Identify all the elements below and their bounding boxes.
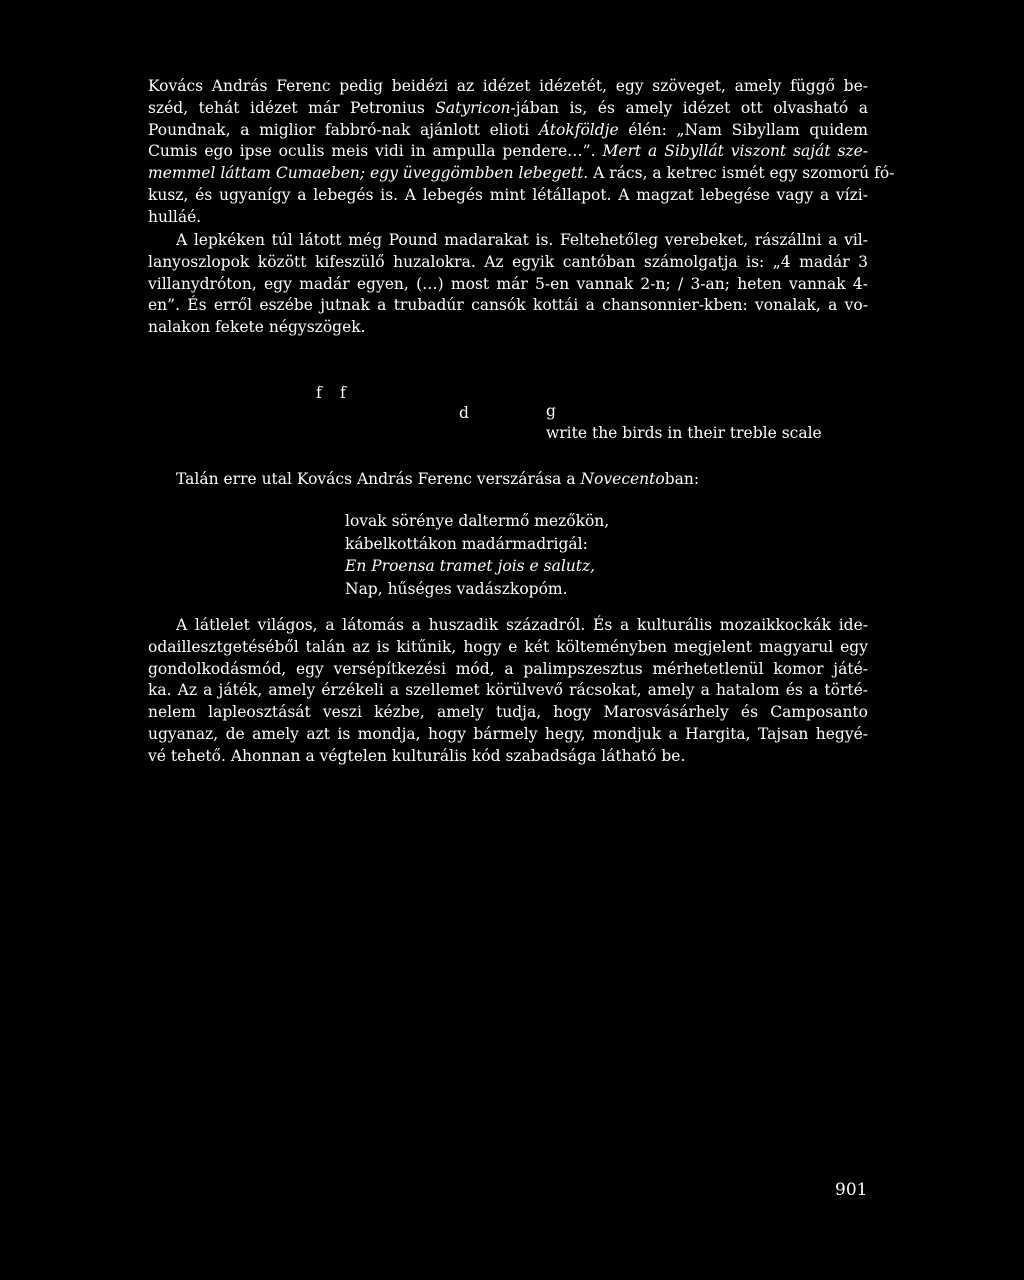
poem-intro-line	[148, 469, 868, 491]
poem-line: Nap, hűséges vadászkopóm.	[345, 579, 568, 598]
paragraph-3	[148, 615, 868, 768]
text-line: odaillesztgetéséből talán az is kitűnik, hogy e két költeményben megjelent magyarul egy	[148, 637, 868, 656]
text-line: nelem lapleosztását veszi kézbe, amely tudja, hogy Marosvásárhely és Camposanto	[148, 703, 868, 722]
text-line: ugyanaz, de amely azt is mondja, hogy bármely hegy, mondjuk a Hargita, Tajsan hegyé-	[148, 724, 868, 743]
text-line: en”. És erről eszébe jutnak a trubadúr cansók kottái a chansonnier-kben: vonalak, a vo-	[148, 296, 868, 315]
text-line: A látlelet világos, a látomás a huszadik századról. És a kulturális mozaikkockák ide-	[176, 616, 868, 634]
text-line: ka. Az a játék, amely érzékeli a szellemet körülvevő rácsokat, amely a hatalom és a törté-	[148, 681, 868, 700]
poem-quote	[345, 510, 609, 600]
score-note-g: g	[546, 402, 556, 420]
poem-line: kábelkottákon madármadrigál:	[345, 534, 588, 553]
score-note-f2: f	[340, 384, 346, 402]
paragraph-1	[148, 76, 895, 229]
score-note-d: d	[459, 404, 469, 422]
poem-line: lovak sörénye daltermő mezőkön,	[345, 512, 610, 530]
score-caption: write the birds in their treble scale	[546, 424, 822, 442]
poem-line: En Proensa tramet jois e salutz,	[345, 557, 596, 575]
text-line: széd, tehát idézet már Petronius Satyricon-jában is, és amely idézet ott olvasható a	[148, 98, 869, 117]
text-line: A lepkéken túl látott még Pound madarakat is. Feltehetőleg verebeket, rászállni a vil-	[176, 231, 868, 249]
text-line: Talán erre utal Kovács András Ferenc verszárása a Novecentoban:	[176, 470, 700, 488]
text-line: lanyoszlopok között kifeszülő huzalokra. Az egyik cantóban számolgatja is: „4 madár 3	[148, 252, 868, 271]
text-line: Poundnak, a miglior fabbró-nak ajánlott elioti Átokföldje élén: „Nam Sibyllam quidem	[148, 120, 868, 139]
paragraph-2	[148, 230, 868, 339]
text-line: kusz, és ugyanígy a lebegés is. A lebegés mint létállapot. A magzat lebegése vagy a vízi-	[148, 185, 868, 204]
text-line: villanydróton, egy madár egyen, (…) most már 5-en vannak 2-n; / 3-an; heten vannak 4-	[148, 274, 868, 293]
text-line: memmel láttam Cumaeben; egy üveggömbben lebegett. A rács, a ketrec ismét egy szomorú fó-	[148, 164, 895, 183]
text-line: nalakon fekete négyszögek.	[148, 318, 366, 337]
page-number: 901	[835, 1180, 868, 1200]
text-line: vé tehető. Ahonnan a végtelen kulturális kód szabadsága látható be.	[148, 746, 686, 765]
text-line: gondolkodásmód, egy versépítkezési mód, a palimpszesztus mérhetetlenül komor játé-	[148, 659, 868, 678]
text-line: hulláé.	[148, 207, 202, 226]
score-note-f1: f	[316, 384, 322, 402]
text-line: Kovács András Ferenc pedig beidézi az idézet idézetét, egy szöveget, amely függő be-	[148, 77, 868, 95]
text-line: Cumis ego ipse oculis meis vidi in ampulla pendere…”. Mert a Sibyllát viszont saját sze-	[148, 142, 868, 161]
